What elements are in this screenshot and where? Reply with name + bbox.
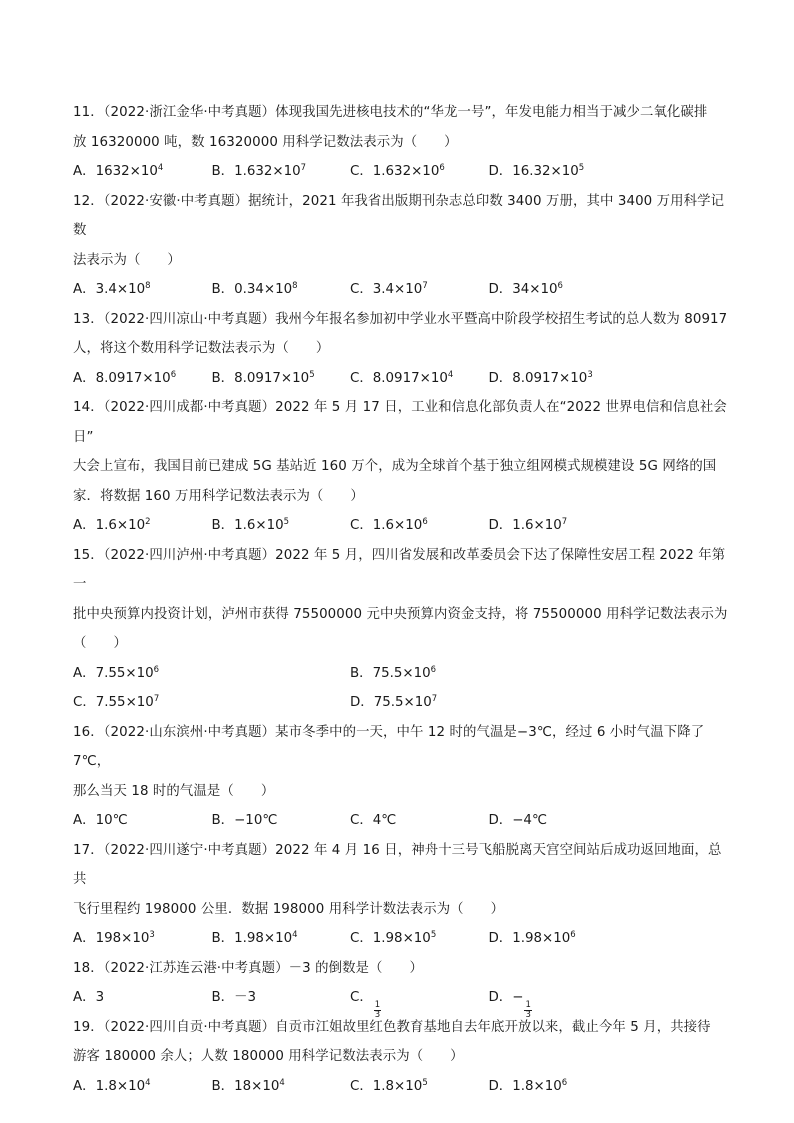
option-d: D．$75.5\times 10^7$ — [350, 694, 438, 710]
option-c: C．4℃ — [350, 813, 397, 828]
option-b: B．$1.98\times 10^4$ — [211, 930, 298, 946]
option-c: C．$1.6\times 10^6$ — [350, 517, 428, 533]
question-stem-line: 19．（2022·四川自贡·中考真题）自贡市江姐故里红色教育基地自去年底开放以来，截止今年 5 月，共接待 — [73, 1019, 711, 1035]
option-d: D．$1.98\times 10^6$ — [488, 930, 576, 946]
fraction: $\frac{1}{3}$ — [525, 1000, 531, 1020]
option-a: A．$1.6\times 10^2$ — [73, 517, 151, 533]
question-18 — [73, 954, 733, 1020]
question-stem-line: （ ） — [73, 636, 127, 651]
options-row — [73, 688, 733, 718]
question-stem-line: 批中央预算内投资计划，泸州市获得 75500000 元中央预算内资金支持，将 75500000 用科学记数法表示为 — [73, 606, 728, 622]
option-c: C． $\frac{1}{3}$ — [350, 990, 381, 1020]
question-stem-line: 那么当天 18 时的气温是（ ） — [73, 783, 275, 799]
options-row — [73, 983, 733, 1020]
question-stem-line: 放 16320000 吨，数 16320000 用科学记数法表示为（ ） — [73, 134, 458, 150]
options-row — [73, 157, 733, 187]
question-list — [73, 98, 733, 1101]
option-b: B．$75.5\times 10^6$ — [350, 664, 437, 681]
option-b: B．$8.0917\times 10^5$ — [211, 369, 315, 386]
option-b: B．$1.632\times 10^7$ — [211, 163, 307, 179]
options-row — [73, 275, 733, 305]
option-d: D．$8.0917\times 10^3$ — [488, 369, 593, 386]
option-a: A．$8.0917\times 10^6$ — [73, 369, 177, 386]
question-stem-line: 大会上宣布，我国目前已建成 5G 基站近 160 万个，成为全球首个基于独立组网模式规模建设 5G 网络的国 — [73, 459, 717, 474]
option-a: A．$3.4\times 10^8$ — [73, 281, 151, 297]
option-c: C．$1.8\times 10^5$ — [350, 1077, 428, 1094]
question-stem-line: 12．（2022·安徽·中考真题）据统计，2021 年我省出版期刊杂志总印数 3400 万册，其中 3400 万用科学记数 — [73, 193, 725, 238]
option-b: B．−10℃ — [211, 813, 278, 828]
option-b: B．－3 — [211, 990, 256, 1005]
question-stem-line: 飞行里程约 198000 公里．数据 198000 用科学计数法表示为（ ） — [73, 901, 505, 917]
fraction: $\frac{1}{3}$ — [374, 1000, 381, 1020]
options-row — [73, 1072, 733, 1102]
question-stem-line: 16．（2022·山东滨州·中考真题）某市冬季中的一天，中午 12 时的气温是−3℃，经过 6 小时气温下降了 7℃， — [73, 724, 705, 769]
option-a: A．$1632\times 10^4$ — [73, 163, 164, 179]
options-row — [73, 924, 733, 954]
question-stem-line: 17．（2022·四川遂宁·中考真题）2022 年 4 月 16 日，神舟十三号飞船脱离天宫空间站后成功返回地面，总共 — [73, 842, 722, 887]
question-stem-line: 13．（2022·四川凉山·中考真题）我州今年报名参加初中学业水平暨高中阶段学校招生考试的总人数为 80917 — [73, 311, 728, 327]
option-c: C．$3.4\times 10^7$ — [350, 281, 428, 297]
option-b: B．$1.6\times 10^5$ — [211, 517, 290, 533]
option-d: D．$16.32\times 10^5$ — [488, 163, 585, 179]
option-a: A．$198\times 10^3$ — [73, 930, 155, 946]
option-d: D．−4℃ — [488, 813, 547, 828]
question-16 — [73, 718, 733, 836]
question-stem-line: 18．（2022·江苏连云港·中考真题）－3 的倒数是（ ） — [73, 960, 424, 976]
question-stem-line: 人，将这个数用科学记数法表示为（ ） — [73, 341, 330, 356]
question-17 — [73, 836, 733, 954]
option-a: A．$1.8\times 10^4$ — [73, 1077, 151, 1094]
question-14 — [73, 393, 733, 541]
question-19 — [73, 1013, 733, 1102]
options-row — [73, 806, 733, 836]
question-12 — [73, 187, 733, 305]
question-11 — [73, 98, 733, 187]
question-stem-line: 游客 180000 余人；人数 180000 用科学记数法表示为（ ） — [73, 1049, 464, 1064]
option-c: C．$1.98\times 10^5$ — [350, 930, 437, 946]
question-stem-line: 11．（2022·浙江金华·中考真题）体现我国先进核电技术的“华龙一号”，年发电能力相当于减少二氧化碳排 — [73, 105, 708, 120]
option-c: C．$1.632\times 10^6$ — [350, 163, 445, 179]
option-b: B．$18\times 10^4$ — [211, 1077, 285, 1094]
question-stem-line: 15．（2022·四川泸州·中考真题）2022 年 5 月，四川省发展和改革委员会下达了保障性安居工程 2022 年第一 — [73, 547, 726, 592]
option-d: D．− $\frac{1}{3}$ — [488, 990, 531, 1020]
question-stem-line: 14．（2022·四川成都·中考真题）2022 年 5 月 17 日，工业和信息化部负责人在“2022 世界电信和信息社会日” — [73, 400, 727, 445]
option-c: C．$7.55\times 10^7$ — [73, 694, 160, 710]
question-stem-line: 家．将数据 160 万用科学记数法表示为（ ） — [73, 488, 364, 504]
question-13 — [73, 305, 733, 394]
option-d: D．$1.6\times 10^7$ — [488, 517, 568, 533]
option-c: C．$8.0917\times 10^4$ — [350, 369, 454, 386]
options-row — [73, 511, 733, 541]
option-a: A．10℃ — [73, 813, 128, 828]
option-d: D．$1.8\times 10^6$ — [488, 1077, 568, 1094]
question-stem-line: 法表示为（ ） — [73, 252, 181, 268]
option-a: A．$7.55\times 10^6$ — [73, 664, 160, 681]
options-row — [73, 364, 733, 394]
option-b: B．$0.34\times 10^8$ — [211, 281, 298, 297]
options-row — [73, 659, 733, 689]
question-15 — [73, 541, 733, 718]
option-d: D．$34\times 10^6$ — [488, 281, 563, 297]
option-a: A．3 — [73, 990, 105, 1005]
